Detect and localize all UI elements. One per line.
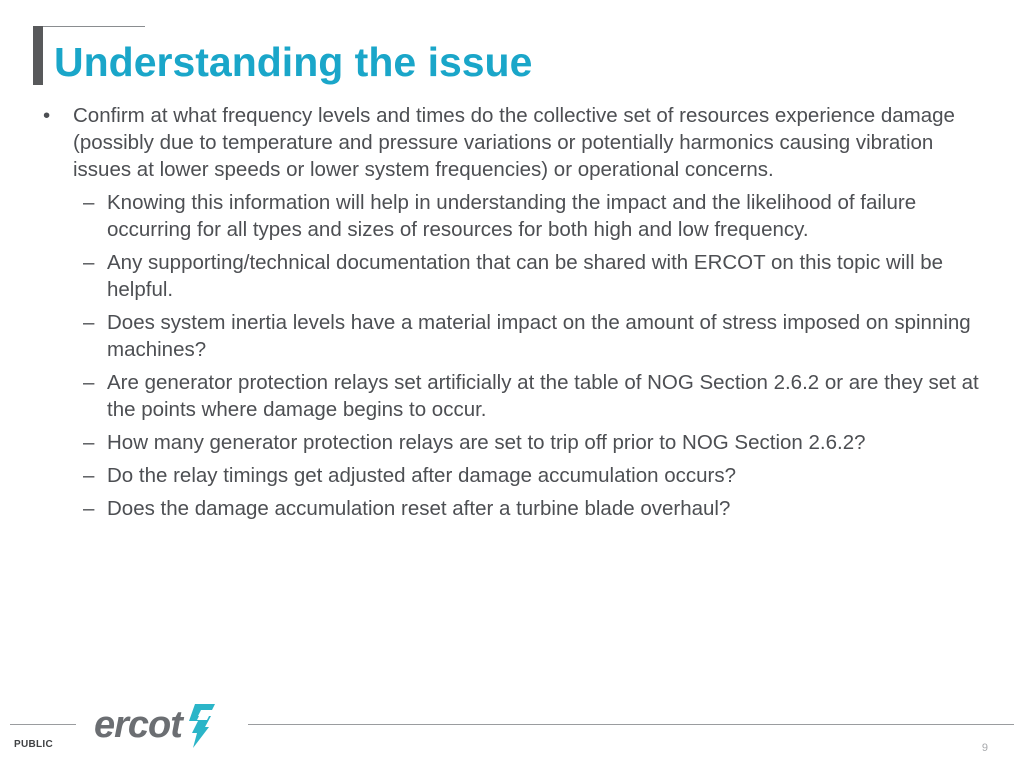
slide-title: Understanding the issue <box>54 39 533 85</box>
title-accent-bar <box>33 26 43 85</box>
logo-wordmark: ercot <box>94 704 182 746</box>
ercot-lightning-icon <box>185 700 219 750</box>
sub-bullet-item <box>43 309 988 363</box>
ercot-logo <box>94 699 219 751</box>
sub-bullet-marker: – <box>83 431 95 454</box>
sub-bullet-marker: – <box>83 311 95 334</box>
sub-bullet-item <box>43 462 988 489</box>
slide-body <box>43 102 988 528</box>
title-top-rule <box>35 26 145 27</box>
bullet-marker: • <box>43 104 51 127</box>
classification-label: PUBLIC <box>14 739 54 750</box>
bullet-item <box>43 102 988 183</box>
sub-bullet-marker: – <box>83 371 95 394</box>
footer-rule-left <box>10 724 76 725</box>
sub-bullet-item <box>43 189 988 243</box>
sub-bullet-text: Knowing this information will help in understanding the impact and the likelihood of failure occurring for all types and sizes of resources for both high and low frequency. <box>107 191 917 241</box>
sub-bullet-item <box>43 429 988 456</box>
sub-bullet-marker: – <box>83 464 95 487</box>
sub-bullet-text: Does system inertia levels have a material impact on the amount of stress imposed on spinning machines? <box>107 311 971 361</box>
sub-bullet-text: Are generator protection relays set artificially at the table of NOG Section 2.6.2 or are they set at the points where damage begins to occur. <box>107 371 979 421</box>
sub-bullet-item <box>43 369 988 423</box>
sub-bullet-text: Any supporting/technical documentation that can be shared with ERCOT on this topic will be helpful. <box>107 251 944 301</box>
sub-bullet-text: Do the relay timings get adjusted after damage accumulation occurs? <box>107 464 737 487</box>
footer-rule-right <box>248 724 1014 725</box>
sub-bullet-text: How many generator protection relays are set to trip off prior to NOG Section 2.6.2? <box>107 431 866 454</box>
bullet-text: Confirm at what frequency levels and times do the collective set of resources experience damage (possibly due to temperature and pressure variations or potentially harmonics causing vibration issues at lower speeds or lower system frequencies) or operational concerns. <box>73 104 955 181</box>
sub-bullet-marker: – <box>83 497 95 520</box>
sub-bullet-item <box>43 249 988 303</box>
sub-bullet-marker: – <box>83 191 95 214</box>
sub-bullet-text: Does the damage accumulation reset after a turbine blade overhaul? <box>107 497 731 520</box>
sub-bullet-marker: – <box>83 251 95 274</box>
sub-bullet-item <box>43 495 988 522</box>
page-number: 9 <box>981 742 988 754</box>
